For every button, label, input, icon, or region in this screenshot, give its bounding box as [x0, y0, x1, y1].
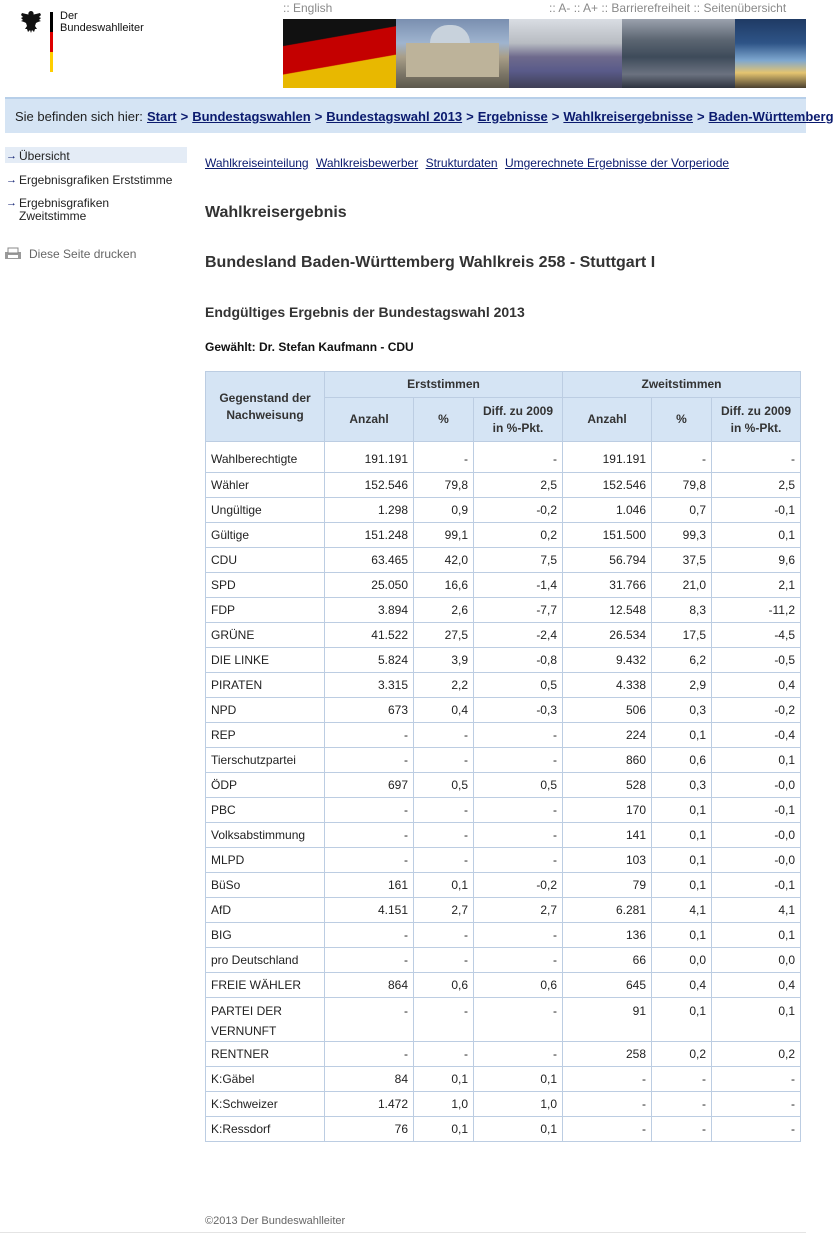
table-cell: - — [325, 823, 414, 848]
logo-text — [60, 10, 144, 34]
header-erst-pct: % — [414, 398, 474, 442]
row-label: K:Gäbel — [206, 1067, 325, 1092]
row-label: SPD — [206, 573, 325, 598]
row-label: PBC — [206, 798, 325, 823]
table-cell: 42,0 — [414, 548, 474, 573]
table-cell: 4,1 — [712, 898, 801, 923]
subnav-umgerechnete-ergebnisse[interactable]: Umgerechnete Ergebnisse der Vorperiode — [504, 156, 730, 170]
table-cell: 152.546 — [563, 473, 652, 498]
table-cell: 224 — [563, 723, 652, 748]
row-label: Tierschutzpartei — [206, 748, 325, 773]
table-cell: 0,4 — [712, 973, 801, 998]
table-row — [206, 473, 801, 498]
table-cell: 0,4 — [414, 698, 474, 723]
sitemap-link[interactable]: :: Seitenübersicht — [693, 1, 787, 15]
banner-building-image — [735, 19, 806, 88]
table-cell: - — [325, 748, 414, 773]
table-cell: - — [474, 1042, 563, 1067]
table-cell: 864 — [325, 973, 414, 998]
table-cell: 697 — [325, 773, 414, 798]
table-cell: 1.046 — [563, 498, 652, 523]
table-row — [206, 573, 801, 598]
table-cell: 191.191 — [563, 442, 652, 473]
font-smaller-link[interactable]: :: A- — [549, 1, 571, 15]
table-cell: -0,1 — [712, 798, 801, 823]
table-cell: 0,7 — [652, 498, 712, 523]
table-cell: 0,2 — [652, 1042, 712, 1067]
table-cell: 2,6 — [414, 598, 474, 623]
table-row — [206, 1117, 801, 1142]
header-zweit-diff: Diff. zu 2009 in %-Pkt. — [712, 398, 801, 442]
font-larger-link[interactable]: :: A+ — [573, 1, 599, 15]
table-cell: 0,1 — [652, 873, 712, 898]
elected-candidate: Gewählt: Dr. Stefan Kaufmann - CDU — [205, 340, 414, 354]
table-cell: -0,1 — [712, 873, 801, 898]
table-cell: 25.050 — [325, 573, 414, 598]
table-row — [206, 1067, 801, 1092]
table-cell: 0,1 — [652, 723, 712, 748]
table-row — [206, 898, 801, 923]
table-cell: 84 — [325, 1067, 414, 1092]
table-cell: 12.548 — [563, 598, 652, 623]
table-cell: 0,4 — [652, 973, 712, 998]
table-cell: 79,8 — [414, 473, 474, 498]
eagle-icon — [20, 10, 42, 34]
table-cell: 4.338 — [563, 673, 652, 698]
table-cell: 6.281 — [563, 898, 652, 923]
table-cell: 3.894 — [325, 598, 414, 623]
table-cell: 2,7 — [474, 898, 563, 923]
table-cell: -0,1 — [712, 498, 801, 523]
header-erst-anzahl: Anzahl — [325, 398, 414, 442]
table-cell: - — [712, 1117, 801, 1142]
table-row — [206, 598, 801, 623]
table-cell: 4.151 — [325, 898, 414, 923]
table-cell: - — [652, 1092, 712, 1117]
breadcrumb-bundestagswahl-2013[interactable]: Bundestagswahl 2013 — [326, 109, 463, 124]
header-erst-diff: Diff. zu 2009 in %-Pkt. — [474, 398, 563, 442]
row-label: GRÜNE — [206, 623, 325, 648]
table-cell: 7,5 — [474, 548, 563, 573]
table-cell: 99,1 — [414, 523, 474, 548]
table-cell: 8,3 — [652, 598, 712, 623]
table-cell: 645 — [563, 973, 652, 998]
table-cell: - — [563, 1117, 652, 1142]
table-cell: - — [414, 798, 474, 823]
table-cell: - — [414, 848, 474, 873]
table-cell: 66 — [563, 948, 652, 973]
table-row — [206, 723, 801, 748]
table-cell: - — [414, 748, 474, 773]
results-table — [205, 371, 801, 1142]
row-label: K:Schweizer — [206, 1092, 325, 1117]
banner-reichstag-image — [396, 19, 509, 88]
sidebar-item-zweitstimme[interactable] — [5, 194, 125, 226]
table-cell: 528 — [563, 773, 652, 798]
breadcrumb — [5, 97, 834, 133]
table-cell: 0,1 — [652, 798, 712, 823]
table-cell: 0,1 — [712, 923, 801, 948]
table-cell: - — [414, 998, 474, 1042]
table-cell: 0,0 — [712, 948, 801, 973]
section-title: Endgültiges Ergebnis der Bundestagswahl 2013 — [205, 304, 525, 320]
table-cell: 0,5 — [414, 773, 474, 798]
table-cell: 79 — [563, 873, 652, 898]
table-row — [206, 442, 801, 473]
table-cell: 0,1 — [414, 873, 474, 898]
table-cell: 31.766 — [563, 573, 652, 598]
flag-bar — [50, 12, 53, 72]
table-cell: - — [474, 823, 563, 848]
table-cell: - — [712, 1092, 801, 1117]
top-navigation — [283, 1, 806, 17]
table-row — [206, 1092, 801, 1117]
row-label: pro Deutschland — [206, 948, 325, 973]
row-label: MLPD — [206, 848, 325, 873]
table-cell: 5.824 — [325, 648, 414, 673]
table-row — [206, 698, 801, 723]
table-cell: -0,3 — [474, 698, 563, 723]
row-label: DIE LINKE — [206, 648, 325, 673]
print-page-label: Diese Seite drucken — [29, 247, 137, 261]
table-cell: 0,4 — [712, 673, 801, 698]
table-cell: 1.472 — [325, 1092, 414, 1117]
table-cell: - — [474, 923, 563, 948]
table-cell: 258 — [563, 1042, 652, 1067]
logo-line1: Der — [60, 10, 78, 22]
table-cell: 860 — [563, 748, 652, 773]
row-label: FDP — [206, 598, 325, 623]
table-row — [206, 648, 801, 673]
arrow-right-icon: → — [6, 197, 17, 209]
sidebar-item-label: Ergebnisgrafiken Zweitstimme — [19, 196, 110, 223]
table-cell: 76 — [325, 1117, 414, 1142]
print-page-link[interactable] — [5, 247, 136, 261]
table-cell: - — [414, 948, 474, 973]
table-cell: 1,0 — [474, 1092, 563, 1117]
table-cell: 0,6 — [414, 973, 474, 998]
header-erststimmen: Erststimmen — [325, 372, 563, 398]
table-cell: - — [652, 1117, 712, 1142]
table-row — [206, 848, 801, 873]
table-cell: -0,0 — [712, 823, 801, 848]
header-subject: Gegenstand der Nachweisung — [206, 372, 325, 442]
table-cell: 103 — [563, 848, 652, 873]
row-label: NPD — [206, 698, 325, 723]
table-row — [206, 673, 801, 698]
table-cell: 151.248 — [325, 523, 414, 548]
row-label: FREIE WÄHLER — [206, 973, 325, 998]
row-label: PIRATEN — [206, 673, 325, 698]
table-row — [206, 548, 801, 573]
english-link[interactable]: :: English — [283, 1, 333, 15]
table-cell: 1.298 — [325, 498, 414, 523]
table-cell: 2,2 — [414, 673, 474, 698]
table-cell: 1,0 — [414, 1092, 474, 1117]
table-cell: - — [414, 923, 474, 948]
table-cell: 0,5 — [474, 673, 563, 698]
table-cell: -0,0 — [712, 848, 801, 873]
table-cell: 0,1 — [414, 1067, 474, 1092]
table-cell: -0,5 — [712, 648, 801, 673]
header-banner — [283, 19, 806, 88]
table-cell: 21,0 — [652, 573, 712, 598]
table-cell: 0,6 — [652, 748, 712, 773]
table-cell: - — [652, 442, 712, 473]
table-cell: 0,1 — [652, 848, 712, 873]
table-cell: -0,4 — [712, 723, 801, 748]
row-label: RENTNER — [206, 1042, 325, 1067]
table-cell: 0,3 — [652, 773, 712, 798]
table-cell: 152.546 — [325, 473, 414, 498]
sub-navigation — [205, 156, 733, 170]
table-cell: 141 — [563, 823, 652, 848]
row-label: Gültige — [206, 523, 325, 548]
table-cell: - — [474, 442, 563, 473]
table-row — [206, 798, 801, 823]
table-cell: 27,5 — [414, 623, 474, 648]
sidebar-item-label: Übersicht — [19, 149, 70, 163]
table-cell: 170 — [563, 798, 652, 823]
table-cell: -11,2 — [712, 598, 801, 623]
table-cell: 56.794 — [563, 548, 652, 573]
row-label: BüSo — [206, 873, 325, 898]
table-cell: 91 — [563, 998, 652, 1042]
row-label: ÖDP — [206, 773, 325, 798]
table-cell: 0,6 — [474, 973, 563, 998]
banner-plenary-image — [509, 19, 622, 88]
table-cell: - — [474, 848, 563, 873]
table-cell: -4,5 — [712, 623, 801, 648]
table-cell: 151.500 — [563, 523, 652, 548]
table-cell: - — [474, 723, 563, 748]
table-row — [206, 773, 801, 798]
table-cell: 161 — [325, 873, 414, 898]
breadcrumb-bundestagswahlen[interactable]: Bundestagswahlen — [192, 109, 311, 124]
table-cell: - — [325, 723, 414, 748]
footer-copyright: ©2013 Der Bundeswahlleiter — [205, 1215, 346, 1227]
table-cell: 4,1 — [652, 898, 712, 923]
table-cell: 0,5 — [474, 773, 563, 798]
results-body — [206, 442, 801, 1142]
header-zweit-pct: % — [652, 398, 712, 442]
table-row — [206, 523, 801, 548]
table-cell: 0,1 — [474, 1117, 563, 1142]
table-cell: 0,1 — [712, 748, 801, 773]
top-links — [549, 1, 786, 15]
table-cell: - — [474, 998, 563, 1042]
table-cell: 9.432 — [563, 648, 652, 673]
table-row — [206, 923, 801, 948]
table-cell: -7,7 — [474, 598, 563, 623]
breadcrumb-links: Start > Bundestagswahlen > Bundestagswahl 2013 > Ergebnisse > Wahlkreisergebnisse > Baden-Württemberg — [147, 109, 834, 124]
table-cell: - — [712, 1067, 801, 1092]
table-cell: 79,8 — [652, 473, 712, 498]
page-subtitle: Bundesland Baden-Württemberg Wahlkreis 258 - Stuttgart I — [205, 254, 656, 271]
table-row — [206, 823, 801, 848]
row-label: AfD — [206, 898, 325, 923]
table-cell: - — [325, 798, 414, 823]
row-label: REP — [206, 723, 325, 748]
table-cell: - — [325, 1042, 414, 1067]
table-cell: -0,0 — [712, 773, 801, 798]
table-cell: 2,9 — [652, 673, 712, 698]
table-row — [206, 623, 801, 648]
table-cell: - — [414, 723, 474, 748]
page-title: Wahlkreisergebnis — [205, 204, 347, 221]
table-cell: 2,5 — [712, 473, 801, 498]
table-cell: 0,1 — [712, 998, 801, 1042]
row-label: BIG — [206, 923, 325, 948]
subnav-strukturdaten[interactable]: Strukturdaten — [425, 156, 498, 170]
table-cell: - — [712, 442, 801, 473]
table-cell: - — [414, 442, 474, 473]
table-cell: - — [474, 748, 563, 773]
table-cell: 0,1 — [652, 823, 712, 848]
table-cell: - — [325, 948, 414, 973]
table-cell: 3,9 — [414, 648, 474, 673]
table-cell: 0,0 — [652, 948, 712, 973]
table-cell: 191.191 — [325, 442, 414, 473]
table-cell: - — [652, 1067, 712, 1092]
header-zweitstimmen: Zweitstimmen — [563, 372, 801, 398]
table-cell: 0,1 — [414, 1117, 474, 1142]
row-label: Volksabstimmung — [206, 823, 325, 848]
table-cell: 3.315 — [325, 673, 414, 698]
table-cell: 9,6 — [712, 548, 801, 573]
table-cell: 0,3 — [652, 698, 712, 723]
breadcrumb-start[interactable]: Start — [147, 109, 177, 124]
row-label: PARTEI DER VERNUNFT — [206, 998, 325, 1042]
table-cell: - — [414, 823, 474, 848]
table-cell: 506 — [563, 698, 652, 723]
table-cell: 16,6 — [414, 573, 474, 598]
table-cell: 2,1 — [712, 573, 801, 598]
row-label: CDU — [206, 548, 325, 573]
table-cell: - — [563, 1092, 652, 1117]
table-cell: 2,5 — [474, 473, 563, 498]
table-cell: 2,7 — [414, 898, 474, 923]
banner-flag-image — [283, 19, 396, 88]
table-cell: - — [563, 1067, 652, 1092]
breadcrumb-wahlkreisergebnisse[interactable]: Wahlkreisergebnisse — [563, 109, 693, 124]
bundeswahlleiter-logo[interactable] — [20, 10, 160, 80]
table-row — [206, 748, 801, 773]
sidebar-item-erststimme[interactable] — [5, 171, 187, 190]
table-row — [206, 973, 801, 998]
table-cell: - — [414, 1042, 474, 1067]
table-cell: 0,1 — [712, 523, 801, 548]
arrow-right-icon: → — [6, 174, 17, 186]
table-cell: -0,2 — [474, 498, 563, 523]
logo-line2: Bundeswahlleiter — [60, 22, 144, 34]
table-cell: 26.534 — [563, 623, 652, 648]
row-label: K:Ressdorf — [206, 1117, 325, 1142]
breadcrumb-label: Sie befinden sich hier: — [15, 109, 143, 124]
row-label: Wähler — [206, 473, 325, 498]
table-cell: 136 — [563, 923, 652, 948]
table-cell: - — [474, 948, 563, 973]
table-cell: 0,1 — [652, 998, 712, 1042]
table-cell: 63.465 — [325, 548, 414, 573]
printer-icon — [5, 248, 21, 259]
banner-hall-image — [622, 19, 735, 88]
table-cell: - — [325, 923, 414, 948]
accessibility-link[interactable]: :: Barrierefreiheit — [601, 1, 691, 15]
table-cell: 41.522 — [325, 623, 414, 648]
subnav-wahlkreisbewerber[interactable]: Wahlkreisbewerber — [315, 156, 419, 170]
row-label: Wahlberechtigte — [206, 442, 325, 473]
table-cell: 673 — [325, 698, 414, 723]
table-row — [206, 948, 801, 973]
table-row — [206, 498, 801, 523]
table-cell: 99,3 — [652, 523, 712, 548]
table-cell: - — [325, 848, 414, 873]
table-cell: 0,2 — [474, 523, 563, 548]
table-row — [206, 1042, 801, 1067]
table-cell: -2,4 — [474, 623, 563, 648]
table-cell: 0,1 — [474, 1067, 563, 1092]
row-label: Ungültige — [206, 498, 325, 523]
table-cell: 6,2 — [652, 648, 712, 673]
table-cell: 0,9 — [414, 498, 474, 523]
table-cell: 17,5 — [652, 623, 712, 648]
subnav-wahlkreiseinteilung[interactable]: Wahlkreiseinteilung — [205, 156, 309, 170]
table-cell: 37,5 — [652, 548, 712, 573]
table-cell: -0,2 — [474, 873, 563, 898]
sidebar-item-uebersicht[interactable] — [5, 147, 187, 163]
breadcrumb-baden-wuerttemberg[interactable]: Baden-Württemberg — [708, 109, 834, 124]
table-cell: -0,8 — [474, 648, 563, 673]
table-cell: -1,4 — [474, 573, 563, 598]
table-cell: 0,2 — [712, 1042, 801, 1067]
table-row — [206, 998, 801, 1042]
header-zweit-anzahl: Anzahl — [563, 398, 652, 442]
table-cell: -0,2 — [712, 698, 801, 723]
sidebar-item-label: Ergebnisgrafiken Erststimme — [19, 173, 173, 187]
breadcrumb-ergebnisse[interactable]: Ergebnisse — [477, 109, 548, 124]
arrow-right-icon: → — [6, 150, 17, 162]
table-cell: 0,1 — [652, 923, 712, 948]
table-cell: - — [474, 798, 563, 823]
table-cell: - — [325, 998, 414, 1042]
table-row — [206, 873, 801, 898]
